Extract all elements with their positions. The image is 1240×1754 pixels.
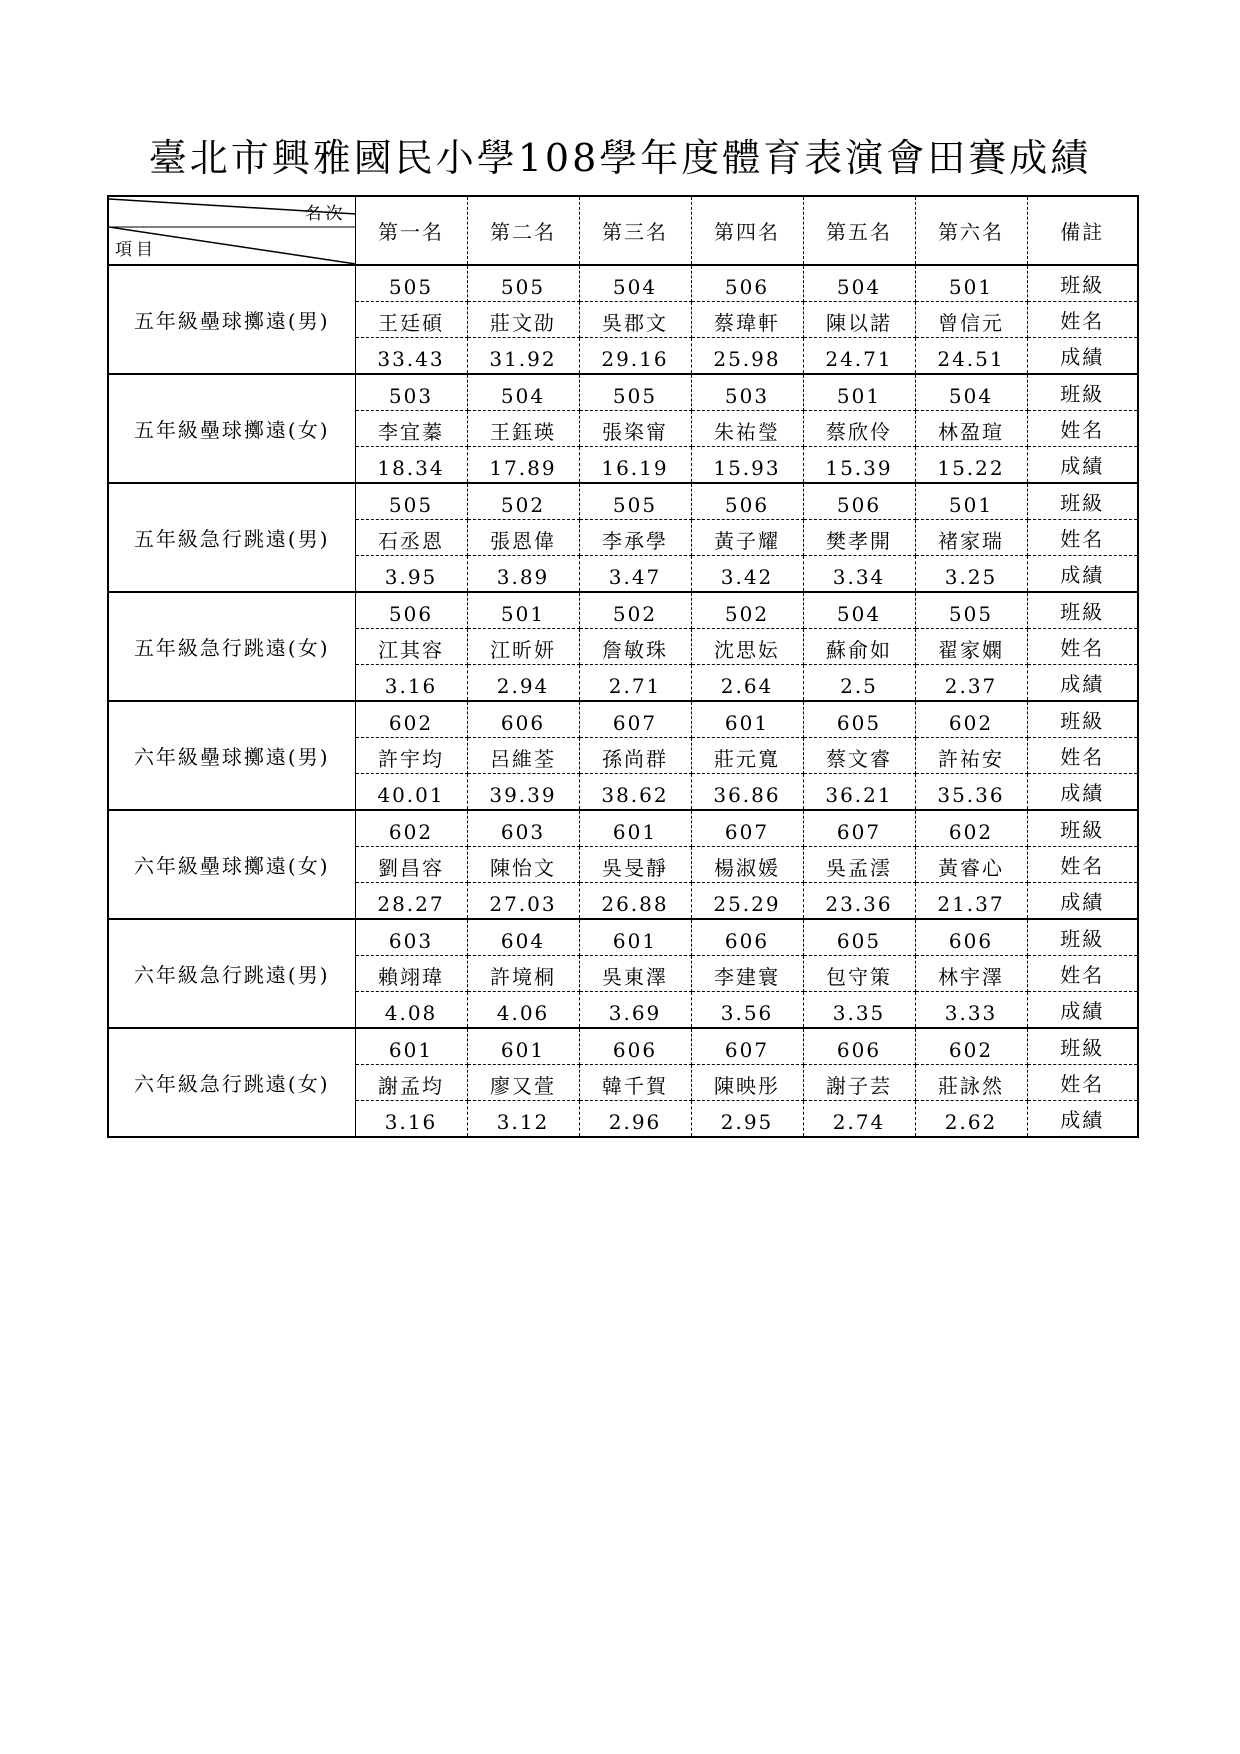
name-cell: 許宇均 xyxy=(355,738,467,774)
score-cell: 31.92 xyxy=(467,338,579,375)
name-cell: 黃睿心 xyxy=(915,847,1027,883)
class-cell: 601 xyxy=(691,701,803,738)
score-cell: 3.69 xyxy=(579,992,691,1029)
score-cell: 25.98 xyxy=(691,338,803,375)
name-cell: 許境桐 xyxy=(467,956,579,992)
name-cell: 張栥甯 xyxy=(579,411,691,447)
event-name-cell: 六年級壘球擲遠(男) xyxy=(108,701,355,810)
score-cell: 15.93 xyxy=(691,447,803,484)
results-table xyxy=(107,195,1139,1138)
row-label-cell: 成績 xyxy=(1027,774,1138,811)
class-cell: 501 xyxy=(915,483,1027,520)
name-cell: 李承學 xyxy=(579,520,691,556)
name-cell: 黃子耀 xyxy=(691,520,803,556)
table-row xyxy=(108,810,1138,847)
name-cell: 蔡文睿 xyxy=(803,738,915,774)
name-cell: 包守策 xyxy=(803,956,915,992)
page-title: 臺北市興雅國民小學108學年度體育表演會田賽成績 xyxy=(148,136,1092,180)
score-cell: 3.89 xyxy=(467,556,579,593)
name-cell: 孫尚群 xyxy=(579,738,691,774)
score-cell: 26.88 xyxy=(579,883,691,920)
table-row xyxy=(108,265,1138,302)
score-cell: 18.34 xyxy=(355,447,467,484)
name-cell: 沈思妘 xyxy=(691,629,803,665)
class-cell: 505 xyxy=(579,374,691,411)
score-cell: 24.71 xyxy=(803,338,915,375)
row-label-cell: 班級 xyxy=(1027,1028,1138,1065)
name-cell: 石丞恩 xyxy=(355,520,467,556)
name-cell: 吳東澤 xyxy=(579,956,691,992)
score-cell: 40.01 xyxy=(355,774,467,811)
score-cell: 24.51 xyxy=(915,338,1027,375)
row-label-cell: 姓名 xyxy=(1027,847,1138,883)
name-cell: 李建寰 xyxy=(691,956,803,992)
name-cell: 莊文劭 xyxy=(467,302,579,338)
score-cell: 4.08 xyxy=(355,992,467,1029)
class-cell: 505 xyxy=(579,483,691,520)
name-cell: 江其容 xyxy=(355,629,467,665)
name-cell: 廖又萱 xyxy=(467,1065,579,1101)
name-cell: 呂維荃 xyxy=(467,738,579,774)
name-cell: 莊詠然 xyxy=(915,1065,1027,1101)
name-cell: 賴翊瑋 xyxy=(355,956,467,992)
name-cell: 楊淑媛 xyxy=(691,847,803,883)
score-cell: 21.37 xyxy=(915,883,1027,920)
rank-header-4: 第四名 xyxy=(691,196,803,265)
class-cell: 604 xyxy=(467,919,579,956)
class-cell: 503 xyxy=(691,374,803,411)
rank-header-5: 第五名 xyxy=(803,196,915,265)
score-cell: 3.34 xyxy=(803,556,915,593)
score-cell: 25.29 xyxy=(691,883,803,920)
row-label-cell: 班級 xyxy=(1027,483,1138,520)
row-label-cell: 姓名 xyxy=(1027,629,1138,665)
class-cell: 505 xyxy=(355,483,467,520)
row-label-cell: 姓名 xyxy=(1027,411,1138,447)
class-cell: 502 xyxy=(467,483,579,520)
class-cell: 504 xyxy=(803,265,915,302)
event-name-cell: 六年級壘球擲遠(女) xyxy=(108,810,355,919)
score-cell: 2.5 xyxy=(803,665,915,702)
class-cell: 606 xyxy=(803,1028,915,1065)
score-cell: 2.74 xyxy=(803,1101,915,1138)
score-cell: 2.64 xyxy=(691,665,803,702)
score-cell: 36.86 xyxy=(691,774,803,811)
name-cell: 吳旻靜 xyxy=(579,847,691,883)
row-label-cell: 成績 xyxy=(1027,883,1138,920)
name-cell: 王廷碩 xyxy=(355,302,467,338)
name-cell: 吳郡文 xyxy=(579,302,691,338)
name-cell: 曾信元 xyxy=(915,302,1027,338)
row-label-cell: 班級 xyxy=(1027,701,1138,738)
rank-header-6: 第六名 xyxy=(915,196,1027,265)
score-cell: 3.35 xyxy=(803,992,915,1029)
table-row xyxy=(108,374,1138,411)
row-label-cell: 班級 xyxy=(1027,265,1138,302)
name-cell: 江昕妍 xyxy=(467,629,579,665)
corner-header-cell xyxy=(108,196,355,265)
row-label-cell: 姓名 xyxy=(1027,302,1138,338)
score-cell: 3.56 xyxy=(691,992,803,1029)
class-cell: 505 xyxy=(355,265,467,302)
class-cell: 607 xyxy=(803,810,915,847)
class-cell: 501 xyxy=(915,265,1027,302)
name-cell: 劉昌容 xyxy=(355,847,467,883)
row-label-cell: 姓名 xyxy=(1027,738,1138,774)
header-row xyxy=(108,196,1138,265)
score-cell: 4.06 xyxy=(467,992,579,1029)
table-row xyxy=(108,701,1138,738)
class-cell: 504 xyxy=(915,374,1027,411)
name-cell: 王鈺瑛 xyxy=(467,411,579,447)
score-cell: 28.27 xyxy=(355,883,467,920)
rank-header-2: 第二名 xyxy=(467,196,579,265)
class-cell: 505 xyxy=(915,592,1027,629)
name-cell: 蔡瑋軒 xyxy=(691,302,803,338)
score-cell: 29.16 xyxy=(579,338,691,375)
row-label-cell: 班級 xyxy=(1027,919,1138,956)
score-cell: 16.19 xyxy=(579,447,691,484)
score-cell: 3.16 xyxy=(355,1101,467,1138)
table-row xyxy=(108,1028,1138,1065)
corner-label-event: 項目 xyxy=(115,240,157,260)
score-cell: 3.25 xyxy=(915,556,1027,593)
class-cell: 605 xyxy=(803,919,915,956)
score-cell: 17.89 xyxy=(467,447,579,484)
score-cell: 27.03 xyxy=(467,883,579,920)
name-cell: 韓千賀 xyxy=(579,1065,691,1101)
class-cell: 504 xyxy=(803,592,915,629)
row-label-cell: 成績 xyxy=(1027,1101,1138,1138)
class-cell: 607 xyxy=(579,701,691,738)
class-cell: 601 xyxy=(579,810,691,847)
table-row xyxy=(108,483,1138,520)
score-cell: 23.36 xyxy=(803,883,915,920)
table-row xyxy=(108,592,1138,629)
row-label-cell: 成績 xyxy=(1027,665,1138,702)
class-cell: 603 xyxy=(355,919,467,956)
class-cell: 607 xyxy=(691,810,803,847)
name-cell: 翟家嫻 xyxy=(915,629,1027,665)
row-label-cell: 班級 xyxy=(1027,374,1138,411)
name-cell: 李宜蓁 xyxy=(355,411,467,447)
score-cell: 2.94 xyxy=(467,665,579,702)
class-cell: 606 xyxy=(915,919,1027,956)
row-label-cell: 成績 xyxy=(1027,338,1138,375)
row-label-cell: 成績 xyxy=(1027,992,1138,1029)
score-cell: 39.39 xyxy=(467,774,579,811)
name-cell: 謝子芸 xyxy=(803,1065,915,1101)
name-cell: 許祐安 xyxy=(915,738,1027,774)
class-cell: 602 xyxy=(355,701,467,738)
name-cell: 詹敏珠 xyxy=(579,629,691,665)
score-cell: 3.33 xyxy=(915,992,1027,1029)
name-cell: 陳映彤 xyxy=(691,1065,803,1101)
event-name-cell: 六年級急行跳遠(女) xyxy=(108,1028,355,1137)
class-cell: 504 xyxy=(579,265,691,302)
class-cell: 602 xyxy=(915,810,1027,847)
score-cell: 38.62 xyxy=(579,774,691,811)
class-cell: 606 xyxy=(579,1028,691,1065)
class-cell: 501 xyxy=(467,592,579,629)
class-cell: 506 xyxy=(355,592,467,629)
row-label-cell: 姓名 xyxy=(1027,1065,1138,1101)
score-cell: 3.42 xyxy=(691,556,803,593)
row-label-cell: 成績 xyxy=(1027,556,1138,593)
name-cell: 朱祐瑩 xyxy=(691,411,803,447)
score-cell: 3.95 xyxy=(355,556,467,593)
score-cell: 2.62 xyxy=(915,1101,1027,1138)
score-cell: 3.47 xyxy=(579,556,691,593)
score-cell: 15.22 xyxy=(915,447,1027,484)
class-cell: 606 xyxy=(467,701,579,738)
score-cell: 2.96 xyxy=(579,1101,691,1138)
score-cell: 2.95 xyxy=(691,1101,803,1138)
event-name-cell: 五年級急行跳遠(女) xyxy=(108,592,355,701)
class-cell: 602 xyxy=(915,1028,1027,1065)
class-cell: 601 xyxy=(355,1028,467,1065)
corner-label-rank: 名次 xyxy=(304,204,347,224)
name-cell: 吳孟澐 xyxy=(803,847,915,883)
class-cell: 607 xyxy=(691,1028,803,1065)
score-cell: 2.37 xyxy=(915,665,1027,702)
class-cell: 606 xyxy=(691,919,803,956)
event-name-cell: 五年級壘球擲遠(男) xyxy=(108,265,355,374)
class-cell: 602 xyxy=(355,810,467,847)
score-cell: 2.71 xyxy=(579,665,691,702)
name-cell: 張恩偉 xyxy=(467,520,579,556)
class-cell: 506 xyxy=(691,483,803,520)
score-cell: 33.43 xyxy=(355,338,467,375)
class-cell: 503 xyxy=(355,374,467,411)
name-cell: 樊孝開 xyxy=(803,520,915,556)
row-label-cell: 班級 xyxy=(1027,592,1138,629)
table-row xyxy=(108,919,1138,956)
class-cell: 506 xyxy=(803,483,915,520)
score-cell: 15.39 xyxy=(803,447,915,484)
name-cell: 林盈瑄 xyxy=(915,411,1027,447)
class-cell: 504 xyxy=(467,374,579,411)
name-cell: 蔡欣伶 xyxy=(803,411,915,447)
class-cell: 605 xyxy=(803,701,915,738)
name-cell: 蘇俞如 xyxy=(803,629,915,665)
class-cell: 602 xyxy=(915,701,1027,738)
class-cell: 501 xyxy=(803,374,915,411)
event-name-cell: 五年級壘球擲遠(女) xyxy=(108,374,355,483)
class-cell: 506 xyxy=(691,265,803,302)
rank-header-3: 第三名 xyxy=(579,196,691,265)
class-cell: 603 xyxy=(467,810,579,847)
name-cell: 褚家瑞 xyxy=(915,520,1027,556)
name-cell: 林宇澤 xyxy=(915,956,1027,992)
row-label-cell: 姓名 xyxy=(1027,520,1138,556)
event-name-cell: 五年級急行跳遠(男) xyxy=(108,483,355,592)
row-label-cell: 班級 xyxy=(1027,810,1138,847)
name-cell: 陳以諾 xyxy=(803,302,915,338)
row-label-cell: 姓名 xyxy=(1027,956,1138,992)
rank-header-1: 第一名 xyxy=(355,196,467,265)
name-cell: 謝孟均 xyxy=(355,1065,467,1101)
class-cell: 505 xyxy=(467,265,579,302)
event-name-cell: 六年級急行跳遠(男) xyxy=(108,919,355,1028)
score-cell: 36.21 xyxy=(803,774,915,811)
score-cell: 3.16 xyxy=(355,665,467,702)
name-cell: 莊元寬 xyxy=(691,738,803,774)
score-cell: 35.36 xyxy=(915,774,1027,811)
class-cell: 502 xyxy=(691,592,803,629)
class-cell: 601 xyxy=(579,919,691,956)
score-cell: 3.12 xyxy=(467,1101,579,1138)
class-cell: 601 xyxy=(467,1028,579,1065)
row-label-cell: 成績 xyxy=(1027,447,1138,484)
note-header: 備註 xyxy=(1027,196,1138,265)
class-cell: 502 xyxy=(579,592,691,629)
name-cell: 陳怡文 xyxy=(467,847,579,883)
